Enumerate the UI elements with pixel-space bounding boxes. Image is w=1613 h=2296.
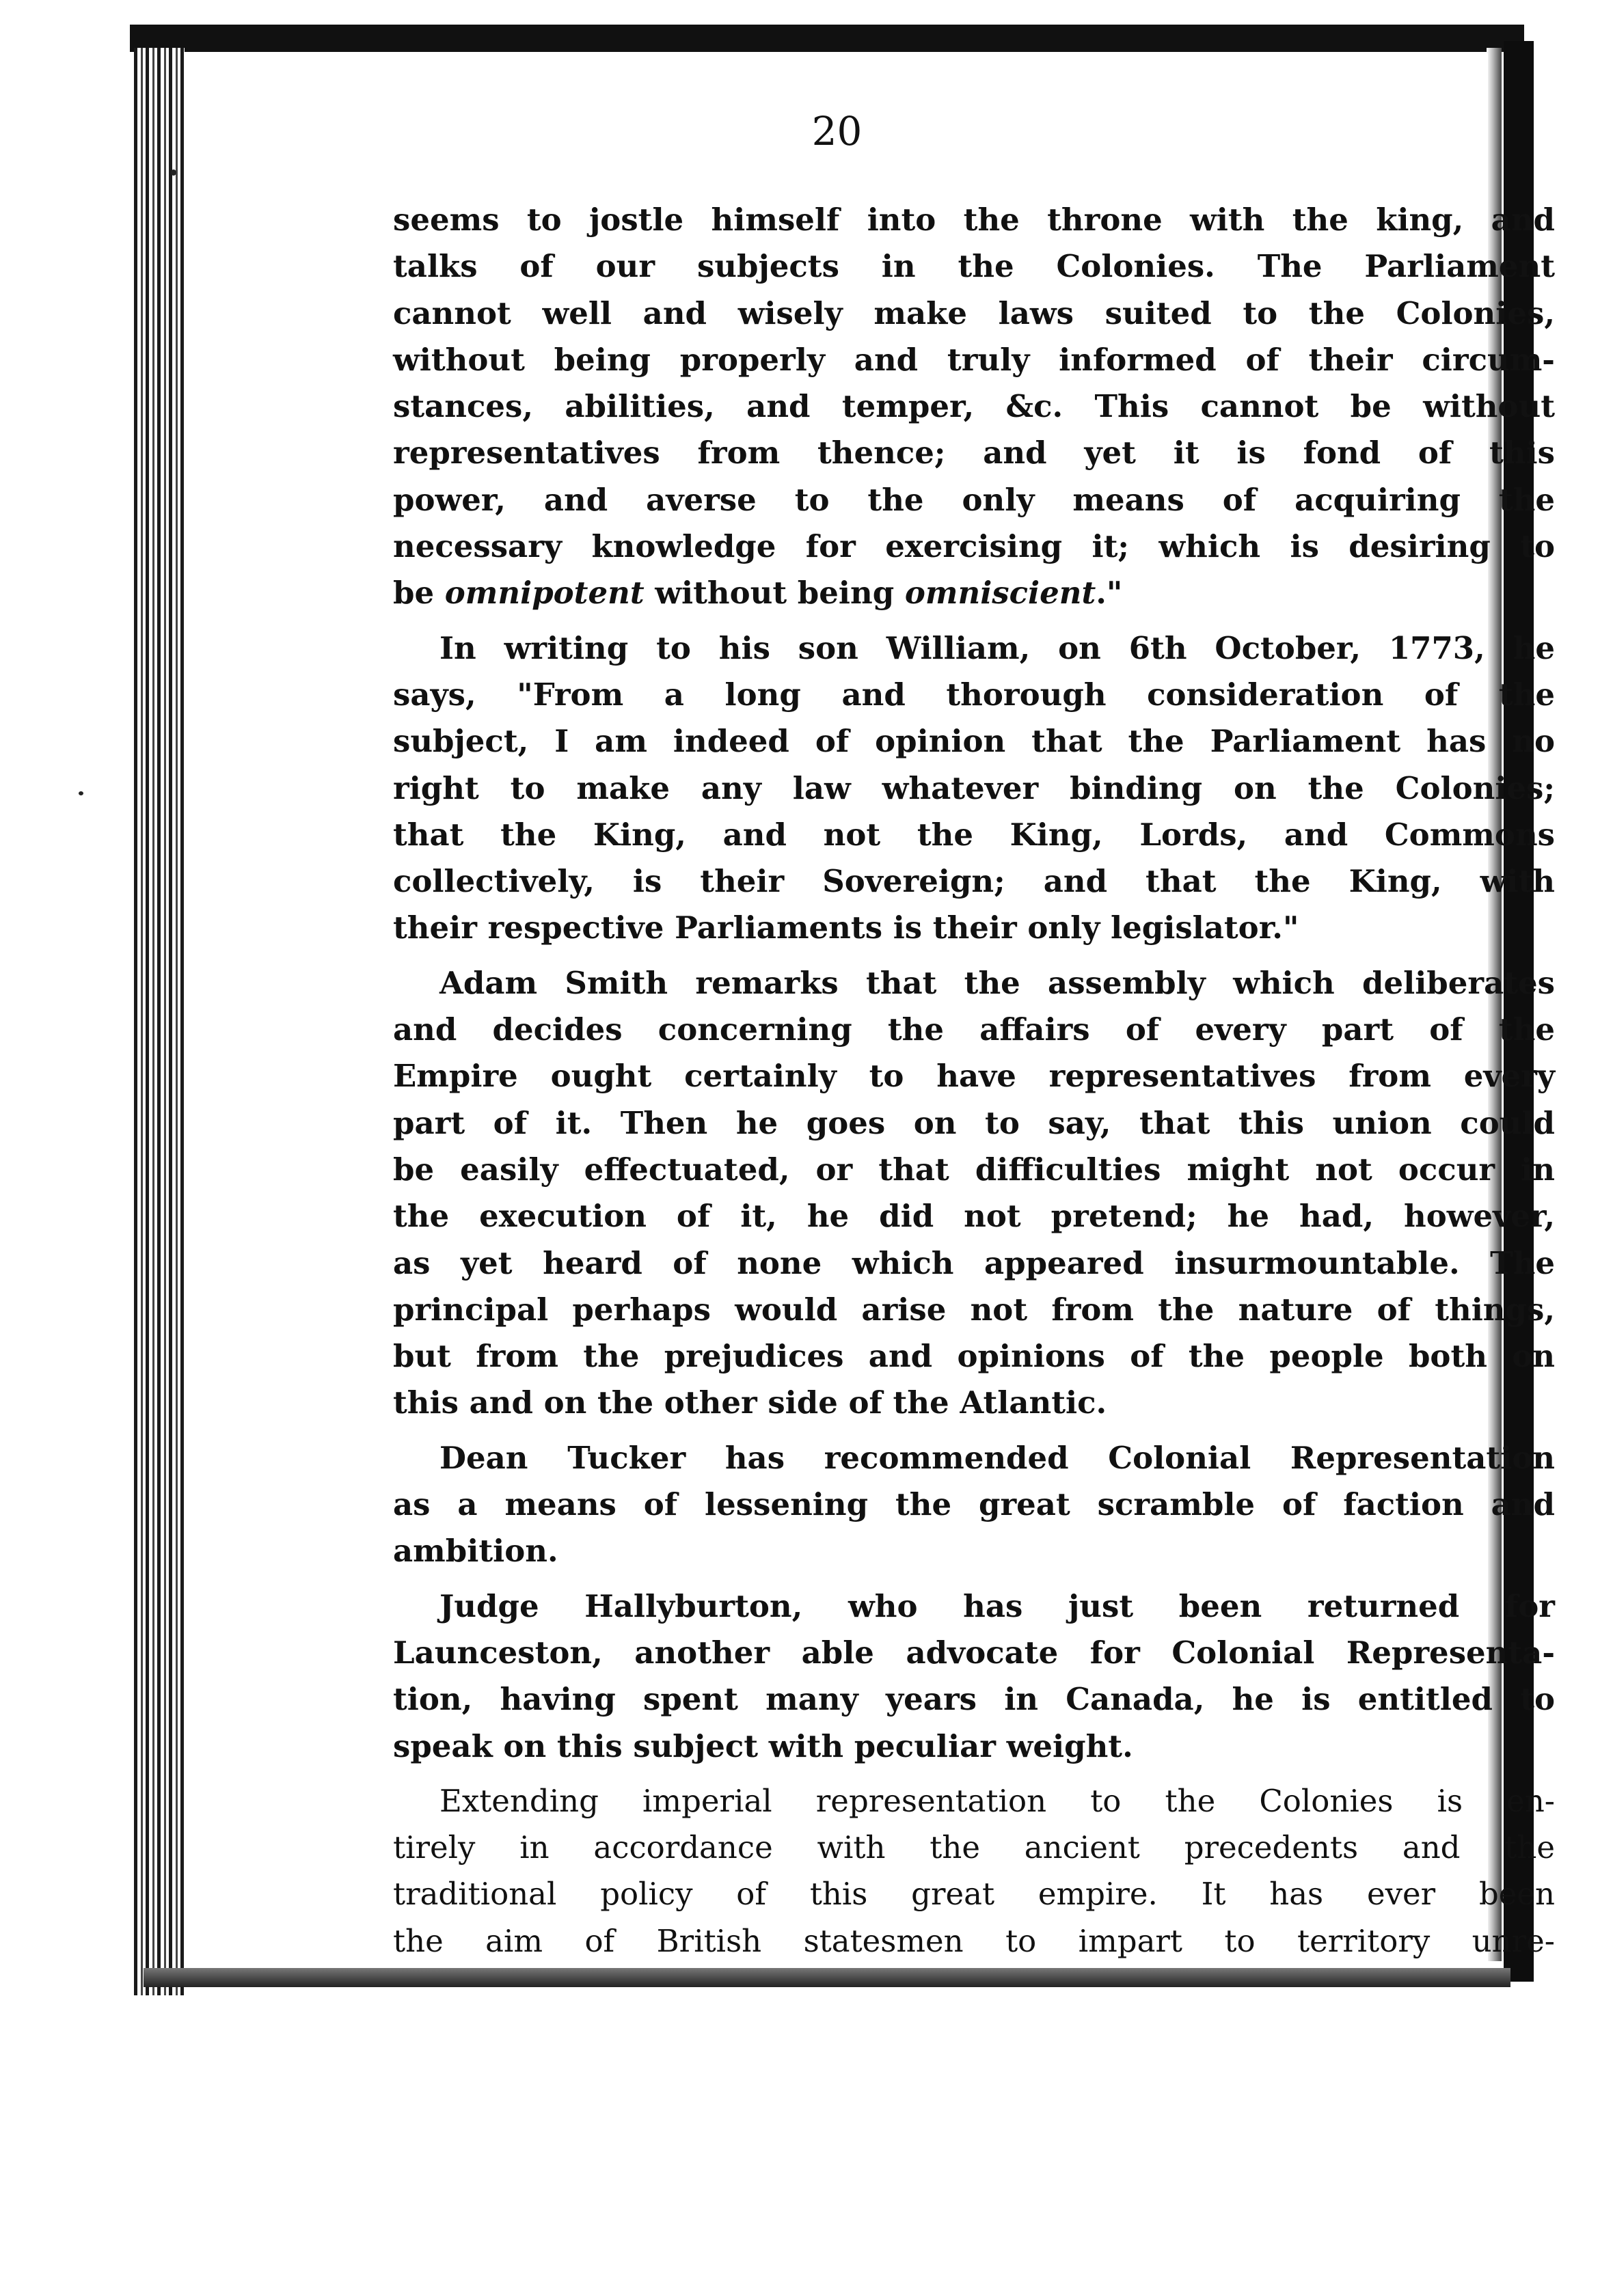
text-line: as a means of lessening the great scramble of faction and: [393, 1486, 1555, 1523]
page-number: 20: [811, 108, 863, 154]
text-line: Dean Tucker has recommended Colonial Representation: [439, 1439, 1555, 1476]
text-line: be easily effectuated, or that difficulties might not occur in: [393, 1151, 1555, 1188]
text-line: representatives from thence; and yet it is fond of this: [393, 435, 1555, 472]
paragraph-1: [393, 197, 1555, 617]
text-line: this and on the other side of the Atlantic.: [393, 1384, 1107, 1421]
text-line: stances, abilities, and temper, &c. This cannot be without: [393, 388, 1555, 425]
text-line: principal perhaps would arise not from the nature of things,: [393, 1291, 1555, 1328]
body-text: [393, 197, 1555, 1973]
text-line-last: [393, 570, 1555, 616]
text-run: be: [393, 575, 445, 612]
paragraph-2: [393, 625, 1555, 952]
text-line: part of it. Then he goes on to say, that this union could: [393, 1104, 1555, 1141]
text-line: seems to jostle himself into the throne with the king, and: [393, 202, 1555, 238]
text-line: the aim of British statesmen to impart to territory unre-: [393, 1922, 1555, 1959]
text-run: without being: [644, 575, 905, 612]
paragraph-4: [393, 1435, 1555, 1575]
text-line: and decides concerning the affairs of every part of the: [393, 1011, 1555, 1048]
text-line: tion, having spent many years in Canada, he is entitled to: [393, 1681, 1555, 1718]
text-line: tirely in accordance with the ancient precedents and the: [393, 1829, 1555, 1866]
text-line: subject, I am indeed of opinion that the Parliament has no: [393, 723, 1555, 760]
binding-shadow-top: [130, 25, 1524, 52]
paragraph-3: [393, 960, 1555, 1427]
paragraph-6: [393, 1778, 1555, 1965]
italic-word-omniscient: omniscient: [904, 575, 1096, 612]
text-line: Extending imperial representation to the Colonies is en-: [439, 1782, 1555, 1819]
scan-speck: [79, 791, 83, 795]
text-line: Judge Hallyburton, who has just been returned for: [439, 1587, 1555, 1624]
text-run: .": [1096, 575, 1123, 612]
text-line: as yet heard of none which appeared insurmountable. The: [393, 1244, 1555, 1281]
text-line: their respective Parliaments is their only legislator.": [393, 910, 1299, 946]
text-line: necessary knowledge for exercising it; which is desiring to: [393, 528, 1555, 565]
scan-speck: [171, 169, 176, 176]
page-stack-edges-left: [134, 48, 185, 1995]
text-line: right to make any law whatever binding on the Colonies;: [393, 769, 1555, 806]
text-line: says, "From a long and thorough consideration of the: [393, 676, 1555, 713]
text-line: speak on this subject with peculiar weight.: [393, 1727, 1133, 1764]
text-line: collectively, is their Sovereign; and that the King, with: [393, 863, 1555, 900]
text-line: traditional policy of this great empire. It has ever been: [393, 1876, 1555, 1913]
text-line: the execution of it, he did not pretend; he had, however,: [393, 1198, 1555, 1235]
text-line: cannot well and wisely make laws suited to the Colonies,: [393, 295, 1555, 331]
text-line: Launceston, another able advocate for Colonial Representa-: [393, 1634, 1555, 1671]
text-line: In writing to his son William, on 6th October, 1773, he: [439, 629, 1555, 666]
text-line: power, and averse to the only means of acquiring the: [393, 481, 1555, 518]
text-line: without being properly and truly informed of their circum-: [393, 341, 1555, 378]
text-line: but from the prejudices and opinions of the people both on: [393, 1338, 1555, 1375]
text-line: that the King, and not the King, Lords, and Commons: [393, 816, 1555, 853]
italic-word-omnipotent: omnipotent: [444, 575, 645, 612]
text-line: Empire ought certainly to have representatives from every: [393, 1058, 1555, 1095]
text-line: talks of our subjects in the Colonies. The Parliament: [393, 248, 1555, 285]
text-line: ambition.: [393, 1533, 558, 1570]
paragraph-5: [393, 1583, 1555, 1770]
text-line: Adam Smith remarks that the assembly which deliberates: [439, 964, 1555, 1001]
book-page: [186, 53, 1555, 1967]
